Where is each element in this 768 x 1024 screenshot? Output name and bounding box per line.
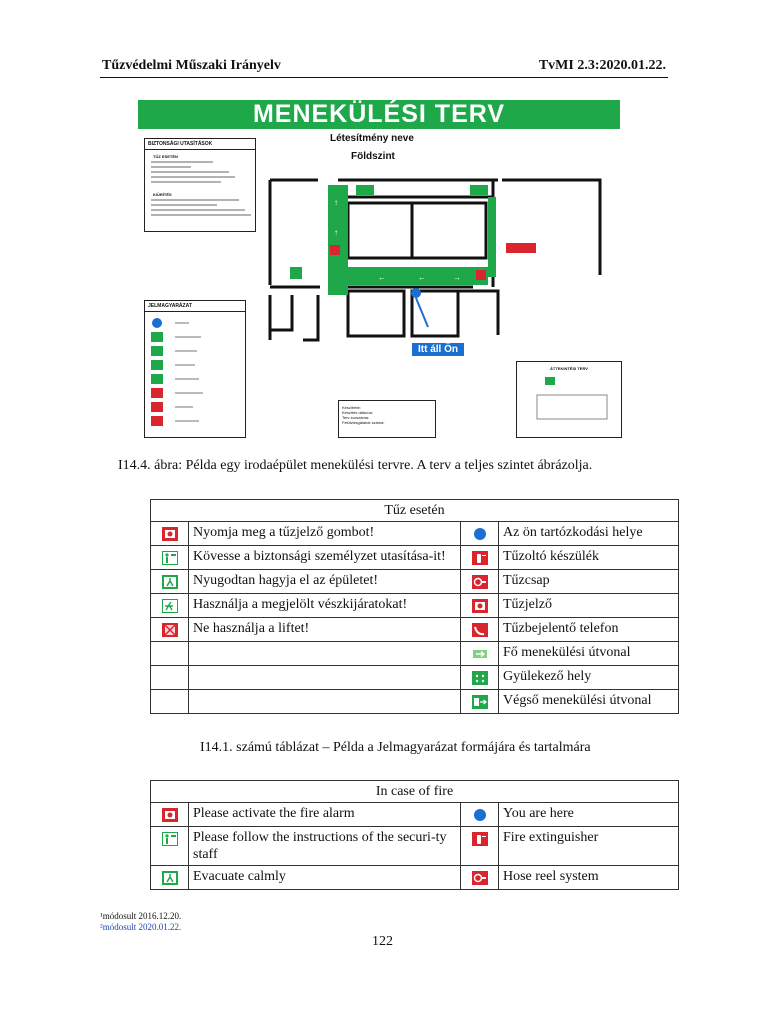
hose-reel-icon: [472, 574, 488, 589]
fire-phone-icon: [472, 622, 488, 637]
instruction-text: Kövesse a biztonsági személyzet utasítása-it!: [189, 546, 461, 570]
legend-row: [151, 618, 679, 642]
escape-route-arrow-icon: [472, 646, 488, 661]
fire-alarm-icon: [162, 807, 178, 822]
final-exit-icon: [472, 694, 488, 709]
symbol-meaning: Az ön tartózkodási helye: [499, 522, 679, 546]
evacuation-heading: KIÜRÍTÉS: [153, 192, 172, 197]
legend-symbol-list: [145, 312, 243, 432]
legend-row: [151, 866, 679, 890]
hu-table-heading: Tűz esetén: [151, 500, 679, 522]
staff-instructions-icon: [162, 831, 178, 846]
legend-row: [151, 546, 679, 570]
you-are-here-label: Itt áll Ön: [412, 343, 464, 356]
legend-row: [151, 690, 679, 714]
fire-heading: TŰZ ESETÉN: [153, 154, 178, 159]
info-date: Készítés dátuma:: [342, 410, 373, 415]
symbol-meaning: Végső menekülési útvonal: [499, 690, 679, 714]
plan-legend-panel: [144, 300, 246, 438]
evacuation-plan-figure: [138, 95, 630, 447]
symbol-meaning: Fire extinguisher: [499, 827, 679, 866]
header-rule: [100, 77, 668, 78]
svg-text:↑: ↑: [334, 198, 338, 207]
fire-alarm-icon: [472, 598, 488, 613]
instruction-text: Nyugodtan hagyja el az épületet!: [189, 570, 461, 594]
table-caption-hu: I14.1. számú táblázat – Példa a Jelmagyarázat formájára és tartalmára: [200, 740, 591, 755]
safety-instructions-panel: [144, 138, 256, 232]
running-header-title: Tűzvédelmi Műszaki Irányelv: [102, 58, 281, 73]
emergency-exit-icon: [162, 598, 178, 613]
legend-table-hu: [150, 499, 679, 714]
evacuation-instructions-text-lines: [151, 197, 255, 219]
footnote-2: ²módosult 2020.01.22.: [100, 922, 182, 932]
instruction-text: Please activate the fire alarm: [189, 803, 461, 827]
location-dot-icon: [472, 526, 488, 541]
legend-row: [151, 666, 679, 690]
instruction-text: Please follow the instructions of the securi-ty staff: [189, 827, 461, 866]
figure-caption: I14.4. ábra: Példa egy irodaépület menekülési tervre. A terv a teljes szintet ábrázolja.: [118, 458, 593, 473]
instruction-text: Ne használja a liftet!: [189, 618, 461, 642]
symbol-meaning: Fő menekülési útvonal: [499, 642, 679, 666]
symbol-meaning: Tűzbejelentő telefon: [499, 618, 679, 642]
fire-alarm-icon: [162, 526, 178, 541]
svg-text:←: ←: [418, 273, 426, 282]
fire-extinguisher-icon: [472, 831, 488, 846]
instruction-text: [189, 642, 461, 666]
staff-instructions-icon: [162, 550, 178, 565]
info-made-by: Készítette:: [342, 405, 361, 410]
page-number: 122: [372, 934, 393, 949]
evacuate-icon: [162, 574, 178, 589]
symbol-meaning: Gyülekező hely: [499, 666, 679, 690]
plan-info-box: [338, 400, 436, 438]
instruction-text: Használja a megjelölt vészkijáratokat!: [189, 594, 461, 618]
symbol-meaning: Tűzcsap: [499, 570, 679, 594]
plan-title: MENEKÜLÉSI TERV: [138, 100, 620, 129]
safety-panel-title: BIZTONSÁGI UTASÍTÁSOK: [145, 139, 255, 150]
svg-text:↑: ↑: [334, 228, 338, 237]
running-header-code: TvMI 2.3:2020.01.22.: [538, 58, 666, 73]
legend-row: [151, 522, 679, 546]
legend-row: [151, 570, 679, 594]
fire-instructions-text-lines: [151, 159, 251, 185]
legend-row: [151, 594, 679, 618]
legend-table-en: [150, 780, 679, 890]
legend-panel-title: JELMAGYARÁZAT: [145, 301, 245, 312]
overview-plan-drawing: [517, 371, 617, 431]
svg-text:←: ←: [378, 273, 386, 282]
floor-level: Földszint: [351, 151, 395, 162]
symbol-meaning: You are here: [499, 803, 679, 827]
info-serial: Terv sorszáma:: [342, 415, 370, 420]
no-lift-icon: [162, 622, 178, 637]
fire-extinguisher-icon: [472, 550, 488, 565]
legend-row: [151, 827, 679, 866]
instruction-text: Evacuate calmly: [189, 866, 461, 890]
legend-row: [151, 642, 679, 666]
legend-row: [151, 803, 679, 827]
facility-name: Létesítmény neve: [330, 133, 414, 144]
symbol-meaning: Tűzoltó készülék: [499, 546, 679, 570]
instruction-text: Nyomja meg a tűzjelző gombot!: [189, 522, 461, 546]
location-dot-icon: [472, 807, 488, 822]
overview-plan-panel: [516, 361, 622, 438]
symbol-meaning: Hose reel system: [499, 866, 679, 890]
evacuate-icon: [162, 870, 178, 885]
overview-title: ÁTTEKINTÉSI TERV: [550, 366, 588, 371]
footnote-1: ¹módosult 2016.12.20.: [100, 911, 182, 921]
info-reviews: Felülvizsgálatok száma:: [342, 420, 385, 425]
en-table-heading: In case of fire: [151, 781, 679, 803]
assembly-point-icon: [472, 670, 488, 685]
hose-reel-icon: [472, 870, 488, 885]
instruction-text: [189, 666, 461, 690]
instruction-text: [189, 690, 461, 714]
symbol-meaning: Tűzjelző: [499, 594, 679, 618]
svg-text:→: →: [453, 273, 461, 282]
